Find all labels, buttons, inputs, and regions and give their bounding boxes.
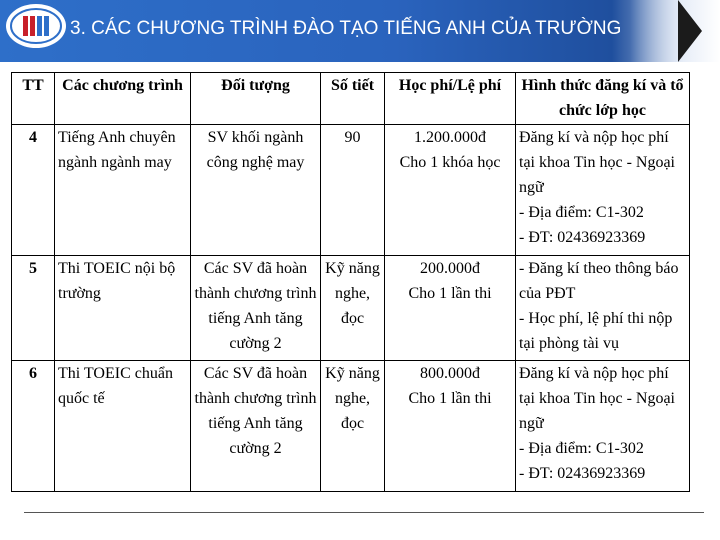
row-number: 5: [12, 256, 55, 361]
registration-cell: - Đăng kí theo thông báo của PĐT - Học phí, lệ phí thi nộp tại phòng tài vụ: [516, 256, 690, 361]
footer-divider: [24, 512, 704, 513]
university-logo-icon: [6, 4, 66, 48]
table-row: [12, 361, 690, 492]
registration-cell: Đăng kí và nộp học phí tại khoa Tin học - Ngoại ngữ - Địa điểm: C1-302 - ĐT: 02436923369: [516, 361, 690, 492]
target-cell: Các SV đã hoàn thành chương trình tiếng Anh tăng cường 2: [191, 361, 321, 492]
program-cell: Tiếng Anh chuyên ngành ngành may: [55, 125, 191, 256]
column-header-fee: Học phí/Lệ phí: [385, 73, 516, 125]
header-band: [0, 0, 720, 62]
column-header-tt: TT: [12, 73, 55, 125]
periods-cell: 90: [321, 125, 385, 256]
column-header-program: Các chương trình: [55, 73, 191, 125]
target-cell: Các SV đã hoàn thành chương trình tiếng Anh tăng cường 2: [191, 256, 321, 361]
row-number: 6: [12, 361, 55, 492]
fee-cell: 200.000đ Cho 1 lần thi: [385, 256, 516, 361]
table-header-row: [12, 73, 690, 125]
programs-table: [11, 72, 690, 492]
row-number: 4: [12, 125, 55, 256]
table-row: [12, 256, 690, 361]
fee-cell: 800.000đ Cho 1 lần thi: [385, 361, 516, 492]
program-cell: Thi TOEIC nội bộ trường: [55, 256, 191, 361]
column-header-target: Đối tượng: [191, 73, 321, 125]
periods-cell: Kỹ năng nghe, đọc: [321, 256, 385, 361]
periods-cell: Kỹ năng nghe, đọc: [321, 361, 385, 492]
logo-graphic: [9, 7, 63, 45]
target-cell: SV khối ngành công nghệ may: [191, 125, 321, 256]
table-row: [12, 125, 690, 256]
page-title: 3. CÁC CHƯƠNG TRÌNH ĐÀO TẠO TIẾNG ANH CỦA TRƯỜNG: [70, 18, 622, 39]
program-cell: Thi TOEIC chuẩn quốc tế: [55, 361, 191, 492]
column-header-registration: Hình thức đăng kí và tổ chức lớp học: [516, 73, 690, 125]
header-chevron-icon: [678, 0, 702, 62]
registration-cell: Đăng kí và nộp học phí tại khoa Tin học - Ngoại ngữ - Địa điểm: C1-302 - ĐT: 02436923369: [516, 125, 690, 256]
column-header-periods: Số tiết: [321, 73, 385, 125]
programs-table-wrap: [11, 72, 689, 492]
fee-cell: 1.200.000đ Cho 1 khóa học: [385, 125, 516, 256]
